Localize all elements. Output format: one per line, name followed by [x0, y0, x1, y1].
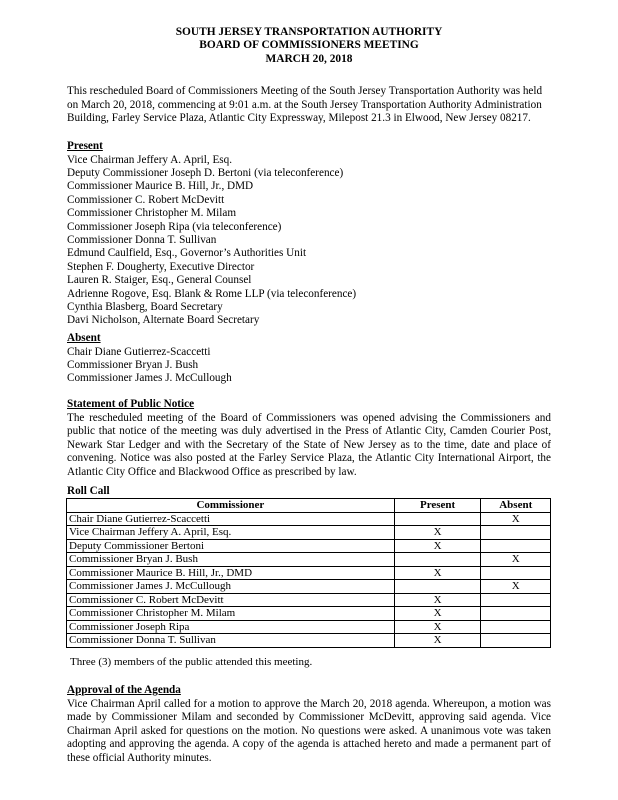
commissioner-cell: Commissioner C. Robert McDevitt [67, 593, 395, 607]
present-cell [394, 512, 481, 526]
attendee-name: Lauren R. Staiger, Esq., General Counsel [67, 274, 252, 287]
commissioner-cell: Commissioner Christopher M. Milam [67, 607, 395, 621]
absent-cell [481, 526, 551, 540]
roll-call-title: Roll Call [67, 485, 110, 497]
attendee-name: Edmund Caulfield, Esq., Governor’s Authorities Unit [67, 247, 307, 260]
absent-cell [481, 620, 551, 634]
commissioner-cell: Commissioner Bryan J. Bush [67, 553, 395, 567]
absent-cell: X [481, 553, 551, 567]
attendee-name: Adrienne Rogove, Esq. Blank & Rome LLP (via teleconference) [67, 287, 357, 300]
present-title: Present [67, 140, 103, 152]
present-section [67, 140, 551, 328]
commissioner-cell: Deputy Commissioner Bertoni [67, 539, 395, 553]
roll-call-header-row [67, 499, 551, 513]
table-row [67, 593, 551, 607]
column-header-absent: Absent [481, 499, 551, 513]
attendee-name: Davi Nicholson, Alternate Board Secretary [67, 314, 260, 327]
attendee-name: Chair Diane Gutierrez-Scaccetti [67, 345, 211, 358]
header-authority: SOUTH JERSEY TRANSPORTATION AUTHORITY [175, 26, 443, 38]
commissioner-cell: Commissioner Donna T. Sullivan [67, 634, 395, 648]
column-header-present: Present [394, 499, 481, 513]
present-cell [394, 553, 481, 567]
commissioner-cell: Chair Diane Gutierrez-Scaccetti [67, 512, 395, 526]
attendee-name: Stephen F. Dougherty, Executive Director [67, 260, 255, 273]
table-row [67, 620, 551, 634]
table-row [67, 539, 551, 553]
commissioner-cell: Vice Chairman Jeffery A. April, Esq. [67, 526, 395, 540]
table-row [67, 553, 551, 567]
commissioner-cell: Commissioner James J. McCullough [67, 580, 395, 594]
attendee-name: Deputy Commissioner Joseph D. Bertoni (via teleconference) [67, 166, 344, 179]
attendee-name: Vice Chairman Jeffery A. April, Esq. [67, 153, 233, 166]
attendee-name: Commissioner C. Robert McDevitt [67, 193, 225, 206]
present-cell: X [394, 593, 481, 607]
present-cell: X [394, 526, 481, 540]
absent-cell [481, 607, 551, 621]
agenda-title: Approval of the Agenda [67, 684, 181, 696]
commissioner-cell: Commissioner Joseph Ripa [67, 620, 395, 634]
agenda-section [67, 684, 551, 766]
present-cell: X [394, 539, 481, 553]
public-attendance-note: Three (3) members of the public attended this meeting. [70, 656, 313, 668]
roll-call-body [67, 512, 551, 647]
agenda-text: Vice Chairman April called for a motion to approve the March 20, 2018 agenda. Whereupon, a motion was made by Commissioner Milam and seconded by Commissioner McDevitt, approving said agenda. Vice Chairman April asked for questions on the motion. No questions were asked. A unanimous vote was taken adopting and approving the agenda. A copy of the agenda is attached hereto and made a permanent part of these official Authority minutes. [67, 697, 551, 764]
absent-cell [481, 539, 551, 553]
absent-title: Absent [67, 332, 101, 344]
document-header [0, 26, 618, 66]
absent-list [67, 346, 551, 386]
commissioner-cell: Commissioner Maurice B. Hill, Jr., DMD [67, 566, 395, 580]
table-row [67, 580, 551, 594]
present-cell: X [394, 607, 481, 621]
public-notice-text: The rescheduled meeting of the Board of Commissioners was opened advising the Commissioners and public that notice of the meeting was duly advertised in the Press of Atlantic City, Camden Courier Post, Newark Star Ledger and with the Secretary of the State of New Jersey as to the time, date and place of convening. Notice was also posted at the Farley Service Plaza, the Atlantic City International Airport, the Atlantic City Office and Blackwood Office as prescribed by law. [67, 411, 551, 478]
absent-cell [481, 566, 551, 580]
absent-cell [481, 593, 551, 607]
public-notice-title: Statement of Public Notice [67, 398, 195, 410]
present-cell: X [394, 634, 481, 648]
attendee-name: Commissioner Donna T. Sullivan [67, 233, 217, 246]
present-list [67, 154, 551, 328]
table-row [67, 512, 551, 526]
header-date: MARCH 20, 2018 [265, 52, 353, 65]
present-cell: X [394, 566, 481, 580]
absent-section [67, 332, 551, 386]
table-row [67, 607, 551, 621]
present-cell [394, 580, 481, 594]
intro-paragraph: This rescheduled Board of Commissioners Meeting of the South Jersey Transportation Authority was held on March 20, 2018, commencing at 9:01 a.m. at the South Jersey Transportation Authority Administration Building, Farley Service Plaza, Atlantic City Expressway, Milepost 21.3 in Elwood, New Jersey 08217. [67, 85, 543, 125]
public-notice-section [67, 398, 551, 480]
attendee-name: Commissioner James J. McCullough [67, 372, 232, 385]
present-cell: X [394, 620, 481, 634]
roll-call-table [66, 498, 551, 648]
header-meeting: BOARD OF COMMISSIONERS MEETING [199, 39, 419, 52]
table-row [67, 634, 551, 648]
attendee-name: Commissioner Maurice B. Hill, Jr., DMD [67, 180, 254, 193]
attendee-name: Cynthia Blasberg, Board Secretary [67, 300, 223, 313]
table-row [67, 526, 551, 540]
attendee-name: Commissioner Joseph Ripa (via teleconference) [67, 220, 282, 233]
column-header-commissioner: Commissioner [67, 499, 395, 513]
absent-cell [481, 634, 551, 648]
attendee-name: Commissioner Christopher M. Milam [67, 207, 237, 220]
attendee-name: Commissioner Bryan J. Bush [67, 358, 199, 371]
absent-cell: X [481, 512, 551, 526]
table-row [67, 566, 551, 580]
absent-cell: X [481, 580, 551, 594]
